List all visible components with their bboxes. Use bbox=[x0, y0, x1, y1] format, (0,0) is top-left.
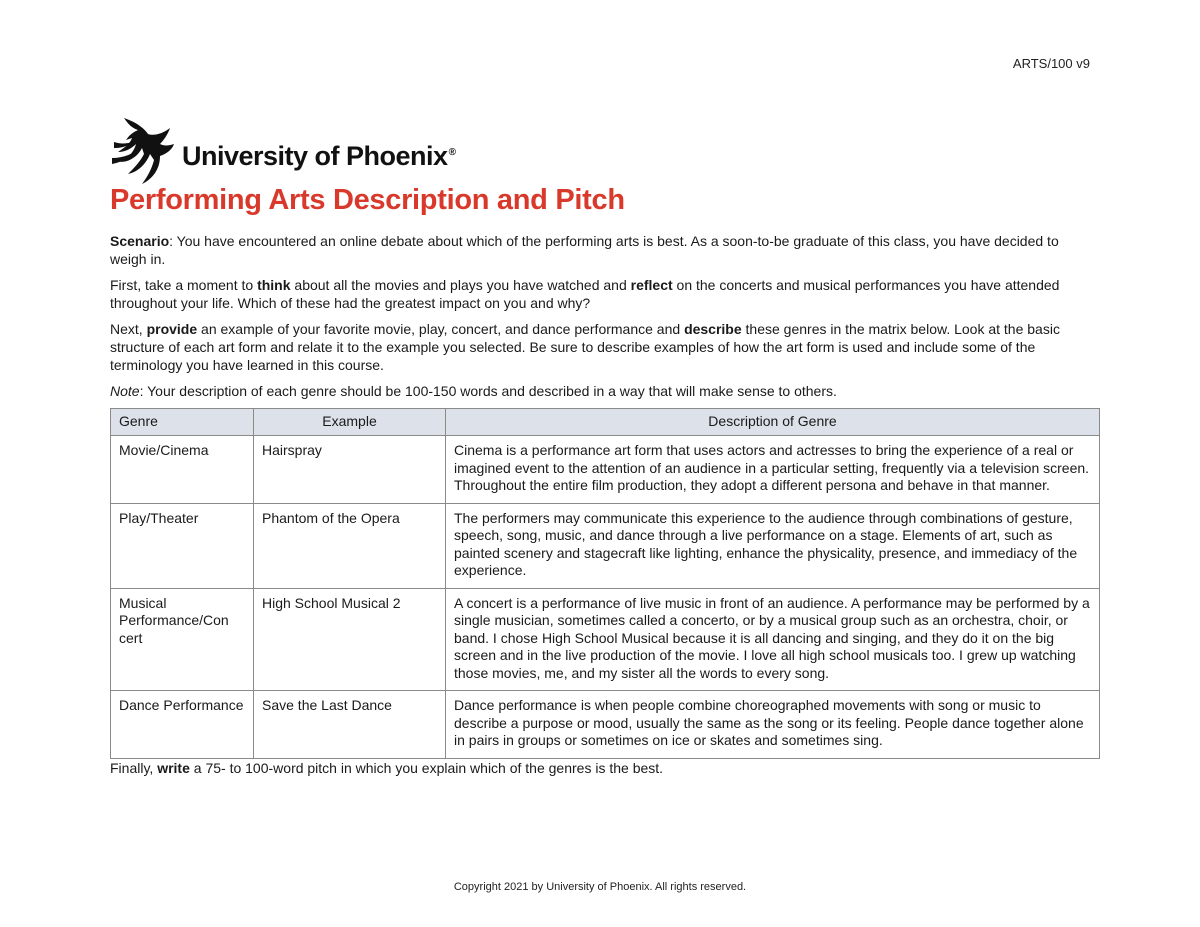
cell-description: The performers may communicate this experience to the audience through combinations of gesture, speech, song, music, and dance through a live performance on a stage. Elements of art, such as painted scenery and stagecraft like lighting, enhance the physicality, presence, and immediacy of the experience. bbox=[446, 503, 1100, 588]
cell-genre: Musical Performance/Con cert bbox=[111, 588, 254, 691]
table-header-row bbox=[111, 409, 1100, 436]
first-paragraph: First, take a moment to think about all the movies and plays you have watched and reflect on the concerts and musical performances you have attended throughout your life. Which of these had the greatest impact on you and why? bbox=[110, 277, 1060, 311]
cell-description: Dance performance is when people combine choreographed movements with song or music to describe a purpose or mood, usually the same as the song or its feeling. People dance together alone in pairs in groups or sometimes on ice or skates and sometimes sing. bbox=[446, 691, 1100, 759]
cell-example: High School Musical 2 bbox=[254, 588, 446, 691]
table-row bbox=[111, 691, 1100, 759]
genre-matrix-table bbox=[110, 408, 1100, 759]
document-body bbox=[110, 232, 1095, 785]
logo-text: University of Phoenix® bbox=[182, 140, 456, 171]
cell-example: Hairspray bbox=[254, 436, 446, 504]
scenario-label: Scenario bbox=[110, 233, 170, 249]
table-row bbox=[111, 588, 1100, 691]
university-logo bbox=[110, 114, 455, 188]
page-title: Performing Arts Description and Pitch bbox=[110, 184, 625, 216]
note-label: Note bbox=[110, 383, 140, 399]
course-code: ARTS/100 v9 bbox=[1012, 56, 1090, 71]
next-paragraph: Next, provide an example of your favorite movie, play, concert, and dance performance and describe these genres in the matrix below. Look at the basic structure of each art form and relate it to the example you selected. Be sure to describe examples of how the art form is used and include some of the terminology you have learned in this course. bbox=[110, 321, 1060, 373]
cell-genre: Dance Performance bbox=[111, 691, 254, 759]
table-row bbox=[111, 436, 1100, 504]
cell-genre: Play/Theater bbox=[111, 503, 254, 588]
header-example: Example bbox=[254, 409, 446, 436]
scenario-paragraph: Scenario: You have encountered an online debate about which of the performing arts is best. As a soon-to-be graduate of this class, you have decided to weigh in. bbox=[110, 233, 1059, 267]
cell-example: Save the Last Dance bbox=[254, 691, 446, 759]
copyright-footer: Copyright 2021 by University of Phoenix. All rights reserved. bbox=[453, 881, 747, 893]
cell-description: A concert is a performance of live music in front of an audience. A performance may be performed by a single musician, sometimes called a concerto, or by a musical group such as an orchestra, choir, or band. I chose High School Musical because it is all dancing and singing, and they do it on the big screen and in the live production of the movie. I love all high school musicals too. I grew up watching those movies, me, and my sister all the words to every song. bbox=[446, 588, 1100, 691]
header-genre: Genre bbox=[111, 409, 254, 436]
cell-genre: Movie/Cinema bbox=[111, 436, 254, 504]
cell-description: Cinema is a performance art form that uses actors and actresses to bring the experience of a real or imagined event to the attention of an audience in a particular setting, frequently via a television screen. Throughout the entire film production, they adopt a different persona and behave in that manner. bbox=[446, 436, 1100, 504]
cell-example: Phantom of the Opera bbox=[254, 503, 446, 588]
note-paragraph: Note: Your description of each genre should be 100-150 words and described in a way that will make sense to others. bbox=[110, 383, 837, 399]
phoenix-bird-icon bbox=[110, 114, 176, 188]
table-row bbox=[111, 503, 1100, 588]
header-description: Description of Genre bbox=[446, 409, 1100, 436]
finally-paragraph: Finally, write a 75- to 100-word pitch in which you explain which of the genres is the best. bbox=[110, 759, 664, 776]
